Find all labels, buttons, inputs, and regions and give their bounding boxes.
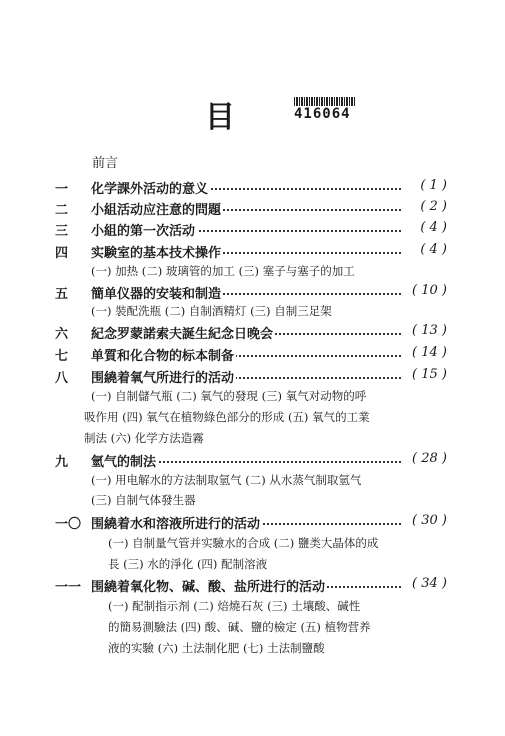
sub-topics: (一) 加热 (二) 玻璃管的加工 (三) 塞子与塞子的加工 — [91, 264, 355, 278]
entry-number: 二 — [55, 203, 69, 218]
sub-topics: (一) 用电解水的方法制取氫气 (二) 从水蒸气制取氫气 — [91, 473, 362, 487]
entry-title: 氫气的制法 — [91, 451, 158, 470]
entry-number: 五 — [55, 287, 69, 302]
entry-page: ( 30 ) — [401, 513, 447, 528]
page-title: 目 — [205, 100, 237, 135]
entry-page: ( 4 ) — [401, 242, 447, 257]
sub-topics: 液的实驗 (六) 土法制化肥 (七) 土法制鹽酸 — [108, 641, 325, 655]
entry-number: 四 — [55, 246, 69, 261]
entry-page: ( 13 ) — [401, 323, 447, 338]
entry-title: 围繞着水和溶液所进行的活动 — [91, 513, 262, 532]
entry-number: 八 — [55, 371, 69, 386]
entry-title: 单質和化合物的标本制备 — [91, 345, 236, 364]
toc-entry — [55, 451, 447, 469]
entry-number: 一一 — [55, 580, 82, 595]
entry-number: 六 — [55, 327, 69, 342]
entry-page: ( 15 ) — [401, 367, 447, 382]
entry-page: ( 14 ) — [401, 345, 447, 360]
toc-entry — [55, 283, 447, 301]
entry-number: 一 — [55, 182, 69, 197]
toc-entry — [55, 576, 447, 594]
toc-entry — [55, 345, 447, 363]
entry-page: ( 2 ) — [401, 199, 447, 214]
sub-topics: (一) 自制儲气瓶 (二) 氧气的發現 (三) 氧气对动物的呼 — [91, 389, 367, 403]
sub-topics: (三) 自制气体發生器 — [91, 493, 196, 507]
barcode — [294, 97, 356, 106]
entry-title: 小組的第一次活动 — [91, 220, 197, 239]
toc-entry — [55, 323, 447, 341]
entry-title: 实験室的基本技术操作 — [91, 242, 223, 261]
toc-entry — [55, 178, 447, 196]
catalog-number: 416064 — [294, 106, 351, 122]
entry-title: 围繞着氧化物、碱、酸、盐所进行的活动 — [91, 576, 327, 595]
toc-entry — [55, 513, 447, 531]
sub-topics: 吸作用 (四) 氧气在植物綠色部分的形成 (五) 氧气的工業 — [84, 410, 370, 424]
entry-page: ( 1 ) — [401, 178, 447, 193]
sub-topics: 的簡易測驗法 (四) 酸、碱、鹽的檢定 (五) 植物营养 — [108, 620, 371, 634]
sub-topics: 制法 (六) 化学方法造霧 — [84, 431, 204, 445]
entry-title: 小組活动应注意的問題 — [91, 199, 223, 218]
sub-topics: (一) 自制量气管并实驗水的合成 (二) 鹽类大晶体的成 — [108, 536, 379, 550]
entry-page: ( 34 ) — [401, 576, 447, 591]
entry-number: 三 — [55, 224, 69, 239]
entry-title: 围繞着氧气所进行的活动 — [91, 367, 236, 386]
entry-number: 一〇 — [55, 517, 82, 532]
preface-heading: 前言 — [92, 156, 119, 171]
sub-topics: 長 (三) 水的淨化 (四) 配制溶液 — [108, 557, 268, 571]
entry-page: ( 28 ) — [401, 451, 447, 466]
toc-entry — [55, 242, 447, 260]
toc-entry — [55, 220, 447, 238]
entry-title: 化学課外活动的意义 — [91, 178, 210, 197]
entry-page: ( 10 ) — [401, 283, 447, 298]
sub-topics: (一) 裝配洗瓶 (二) 自制酒精灯 (三) 自制三足架 — [91, 304, 332, 318]
sub-topics: (一) 配制指示剂 (二) 焙燒石灰 (三) 土壤酸、碱性 — [108, 599, 361, 613]
entry-title: 紀念罗蒙諾索夫誕生紀念日晚会 — [91, 323, 275, 342]
toc-entry — [55, 199, 447, 217]
entry-number: 七 — [55, 349, 69, 364]
entry-title: 簡单仪器的安装和制造 — [91, 283, 223, 302]
toc-entry — [55, 367, 447, 385]
entry-number: 九 — [55, 455, 69, 470]
entry-page: ( 4 ) — [401, 220, 447, 235]
